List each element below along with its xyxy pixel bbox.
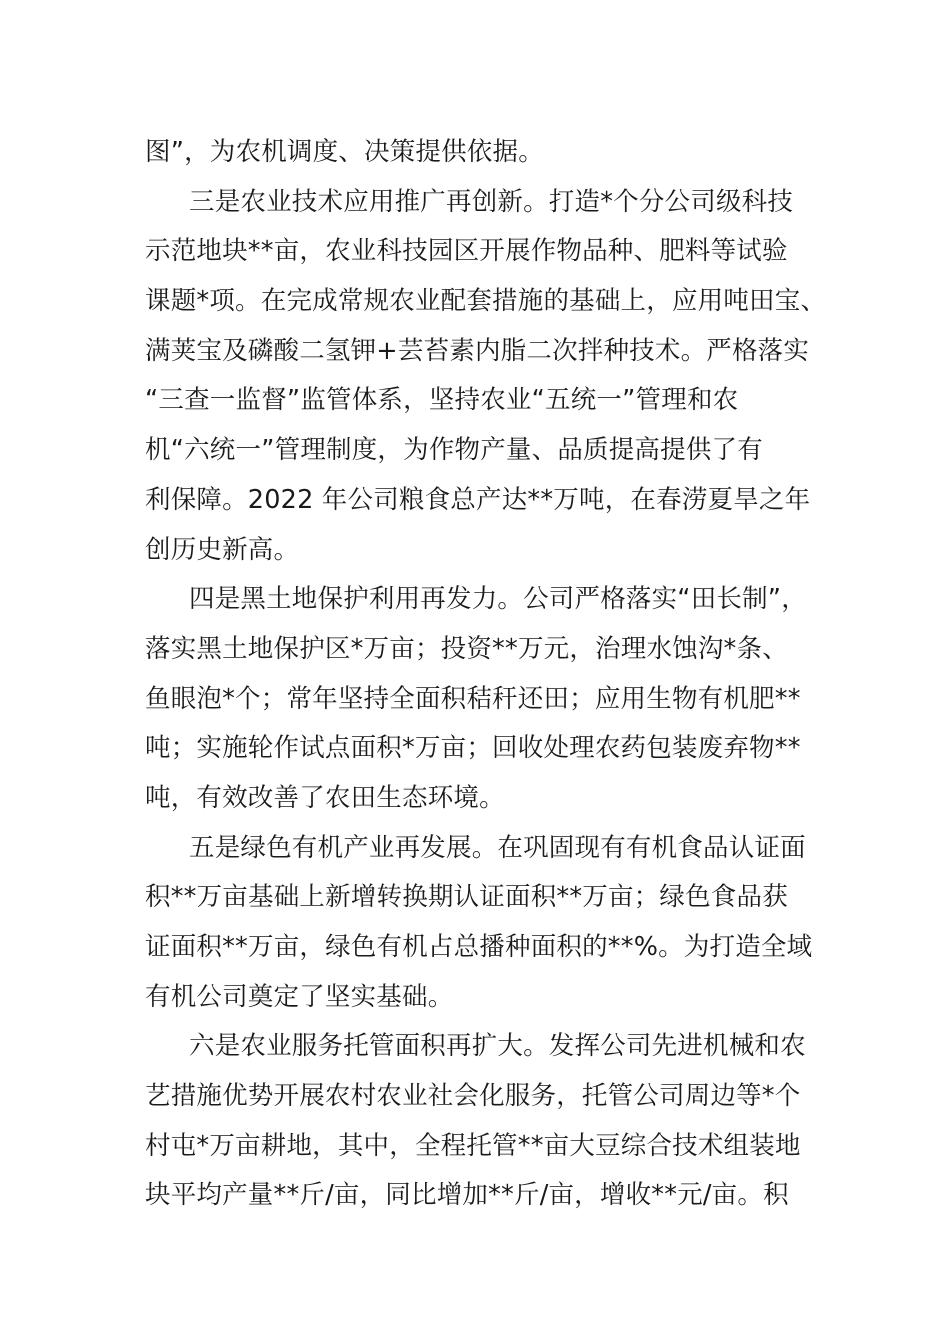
document-body [145, 128, 827, 1221]
text-line: 吨，有效改善了农田生态环境。 [145, 782, 505, 813]
text-line: 图”，为农机调度、决策提供依据。 [145, 137, 544, 167]
text-line: 满荚宝及磷酸二氢钾+芸苔素内脂二次拌种技术。严格落实 [145, 335, 810, 366]
text-line: 课题*项。在完成常规农业配套措施的基础上，应用吨田宝、 [145, 286, 827, 317]
paragraph-first-line: 三是农业技术应用推广再创新。打造*个分公司级科技 [189, 186, 794, 217]
text-line: “三查一监督”监管体系，坚持农业“五统一”管理和农 [145, 385, 739, 416]
text-line: 示范地块**亩，农业科技园区开展作物品种、肥料等试验 [145, 236, 788, 267]
text-line: 吨；实施轮作试点面积*万亩；回收处理农药包装废弃物** [145, 733, 801, 764]
text-line: 机“六统一”管理制度，为作物产量、品质提高提供了有 [145, 435, 763, 466]
text-line: 利保障。2022 年公司粮食总产达**万吨，在春涝夏旱之年 [145, 484, 811, 515]
text-line: 艺措施优势开展农村农业社会化服务，托管公司周边等*个 [145, 1081, 801, 1112]
paragraph-first-line: 四是黑土地保护利用再发力。公司严格落实“田长制”， [189, 584, 807, 615]
paragraph-first-line: 六是农业服务托管面积再扩大。发挥公司先进机械和农 [189, 1031, 806, 1062]
text-line: 证面积**万亩，绿色有机占总播种面积的**%。为打造全域 [145, 932, 813, 962]
text-line: 落实黑土地保护区*万亩；投资**万元，治理水蚀沟*条、 [145, 633, 788, 664]
text-line: 块平均产量**斤/亩，同比增加**斤/亩，增收**元/亩。积 [145, 1180, 789, 1211]
text-line: 创历史新高。 [145, 534, 300, 565]
text-line: 鱼眼泡*个；常年坚持全面积秸秆还田；应用生物有机肥** [145, 683, 801, 714]
text-line: 积**万亩基础上新增转换期认证面积**万亩；绿色食品获 [145, 882, 788, 913]
text-line: 有机公司奠定了坚实基础。 [145, 981, 454, 1012]
paragraph-first-line: 五是绿色有机产业再发展。在巩固现有有机食品认证面 [189, 832, 806, 863]
text-line: 村屯*万亩耕地，其中，全程托管**亩大豆综合技术组装地 [145, 1130, 801, 1161]
